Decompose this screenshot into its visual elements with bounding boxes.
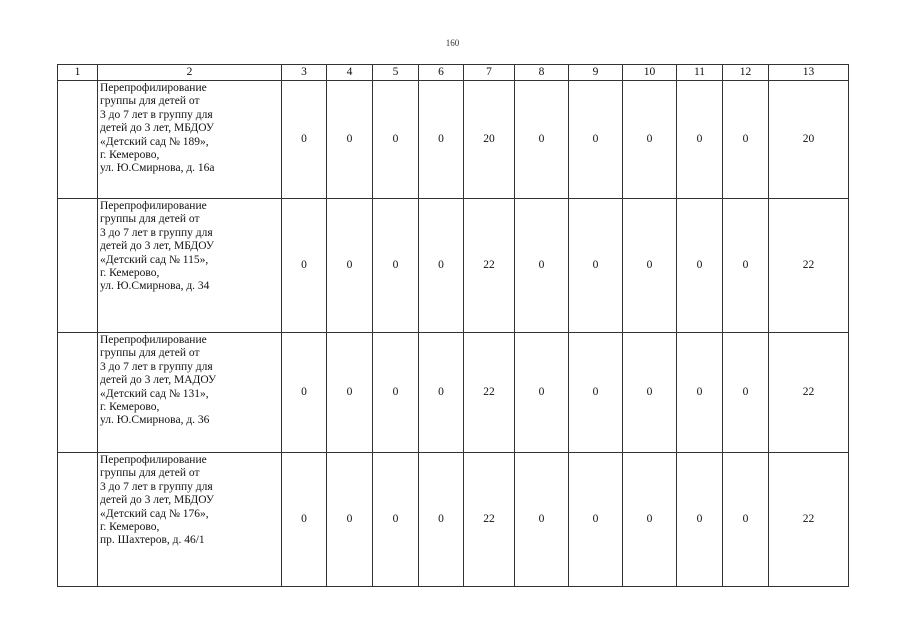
value-cell: 0	[373, 199, 419, 333]
row-index-cell	[58, 199, 98, 333]
value-cell: 0	[282, 333, 327, 453]
value-cell: 0	[723, 333, 769, 453]
value-cell: 0	[282, 453, 327, 587]
column-header: 5	[373, 65, 419, 81]
value-cell: 0	[373, 453, 419, 587]
row-index-cell	[58, 81, 98, 199]
value-cell: 0	[327, 333, 373, 453]
value-cell: 0	[373, 333, 419, 453]
value-cell: 0	[419, 453, 464, 587]
column-header: 6	[419, 65, 464, 81]
value-cell: 0	[677, 81, 723, 199]
column-header: 10	[623, 65, 677, 81]
value-cell: 0	[419, 333, 464, 453]
table-row	[58, 333, 849, 453]
value-cell: 0	[723, 199, 769, 333]
value-cell: 0	[569, 453, 623, 587]
value-cell: 0	[623, 81, 677, 199]
description-cell: Перепрофилирование группы для детей от 3 до 7 лет в группу для детей до 3 лет, МБДОУ «Детский сад № 176», г. Кемерово, пр. Шахтеров, д. 46/1	[98, 453, 282, 587]
value-cell: 20	[464, 81, 515, 199]
column-header: 7	[464, 65, 515, 81]
column-header: 9	[569, 65, 623, 81]
total-cell: 20	[769, 81, 849, 199]
description-cell: Перепрофилирование группы для детей от 3 до 7 лет в группу для детей до 3 лет, МБДОУ «Детский сад № 189», г. Кемерово, ул. Ю.Смирнова, д. 16а	[98, 81, 282, 199]
table-row	[58, 453, 849, 587]
column-header: 1	[58, 65, 98, 81]
row-index-cell	[58, 333, 98, 453]
total-cell: 22	[769, 333, 849, 453]
value-cell: 0	[677, 453, 723, 587]
value-cell: 0	[327, 81, 373, 199]
column-header: 8	[515, 65, 569, 81]
row-index-cell	[58, 453, 98, 587]
data-table	[57, 64, 849, 587]
value-cell: 0	[569, 81, 623, 199]
value-cell: 0	[515, 453, 569, 587]
total-cell: 22	[769, 199, 849, 333]
value-cell: 0	[623, 453, 677, 587]
value-cell: 22	[464, 199, 515, 333]
column-header: 3	[282, 65, 327, 81]
value-cell: 0	[419, 199, 464, 333]
value-cell: 0	[515, 199, 569, 333]
value-cell: 0	[723, 81, 769, 199]
value-cell: 0	[677, 199, 723, 333]
column-header: 4	[327, 65, 373, 81]
value-cell: 0	[282, 199, 327, 333]
value-cell: 0	[373, 81, 419, 199]
value-cell: 0	[623, 333, 677, 453]
column-header: 2	[98, 65, 282, 81]
page-number: 160	[445, 38, 460, 48]
value-cell: 0	[677, 333, 723, 453]
value-cell: 0	[723, 453, 769, 587]
value-cell: 0	[569, 199, 623, 333]
description-cell: Перепрофилирование группы для детей от 3 до 7 лет в группу для детей до 3 лет, МБДОУ «Детский сад № 115», г. Кемерово, ул. Ю.Смирнова, д. 34	[98, 199, 282, 333]
table-row	[58, 199, 849, 333]
value-cell: 0	[419, 81, 464, 199]
header-row	[58, 65, 849, 81]
table-row	[58, 81, 849, 199]
description-cell: Перепрофилирование группы для детей от 3 до 7 лет в группу для детей до 3 лет, МАДОУ «Детский сад № 131», г. Кемерово, ул. Ю.Смирнова, д. 36	[98, 333, 282, 453]
value-cell: 22	[464, 333, 515, 453]
value-cell: 0	[623, 199, 677, 333]
value-cell: 0	[282, 81, 327, 199]
value-cell: 0	[515, 81, 569, 199]
value-cell: 0	[515, 333, 569, 453]
value-cell: 0	[327, 199, 373, 333]
value-cell: 0	[327, 453, 373, 587]
column-header: 13	[769, 65, 849, 81]
value-cell: 0	[569, 333, 623, 453]
column-header: 12	[723, 65, 769, 81]
column-header: 11	[677, 65, 723, 81]
value-cell: 22	[464, 453, 515, 587]
total-cell: 22	[769, 453, 849, 587]
